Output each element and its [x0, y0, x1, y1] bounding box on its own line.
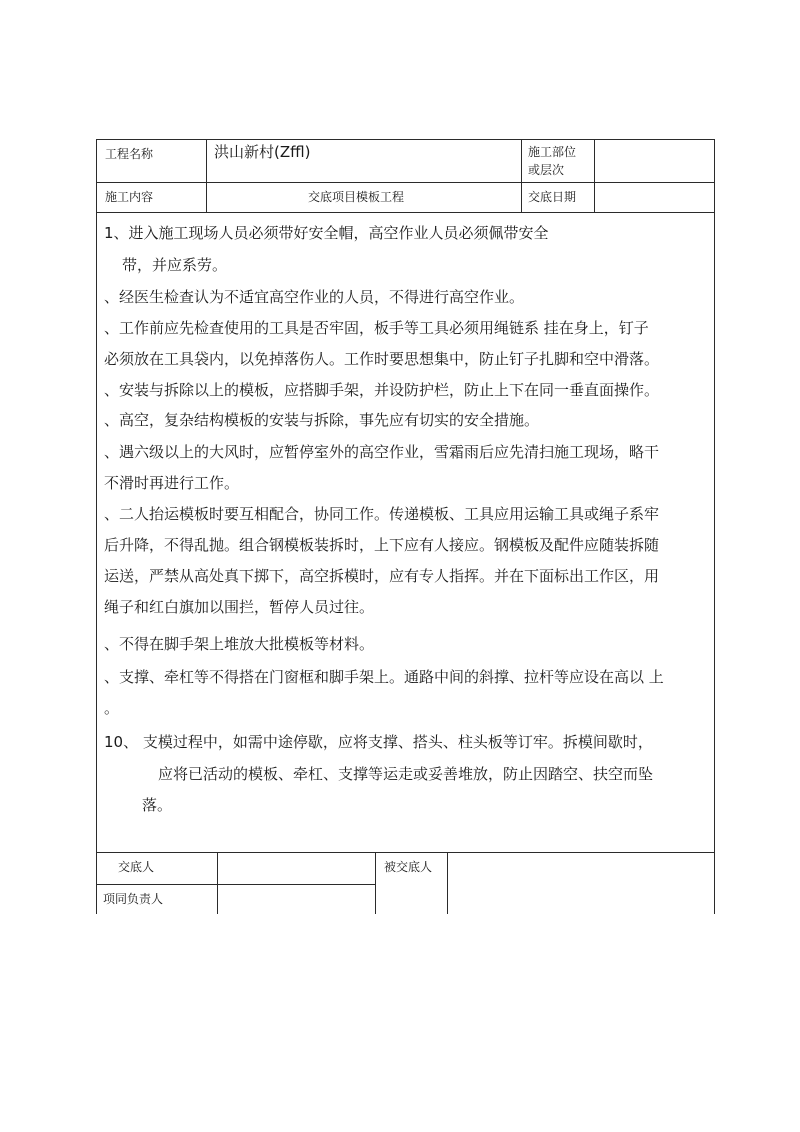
form-border-top: [96, 139, 715, 140]
safety-line-17: 10、 支模过程中，如需中途停歇，应将支撑、搭头、柱头板等订牢。拆模间歇时，: [104, 733, 653, 751]
safety-line-1: 1、进入施工现场人员必须带好安全帽，高空作业人员必须佩带安全: [104, 224, 549, 242]
safety-line-12: 运送，严禁从高处真下掷下，高空拆模时，应有专人指挥。并在下面标出工作区，用: [104, 567, 660, 585]
footer-col-divider-3: [447, 852, 448, 914]
form-border-right: [714, 139, 715, 914]
safety-line-5: 必须放在工具袋内，以免掉落伤人。工作时要思想集中，防止钉子扎脚和空中滑落。: [104, 350, 660, 368]
handover-form: [96, 139, 715, 914]
footer-col-divider-1: [217, 852, 218, 914]
safety-line-15: 、支撑、牵杠等不得搭在门窗框和脚手架上。通路中间的斜撑、拉杆等应设在高以 上: [104, 668, 664, 686]
construction-content-label: 施工内容: [105, 190, 154, 204]
handover-person-label: 交底人: [118, 860, 155, 874]
safety-line-19: 落。: [142, 796, 173, 814]
project-leader-label: 项同负责人: [103, 892, 164, 906]
safety-line-18: 应将已活动的模板、牵杠、支撑等运走或妥善堆放，防止因踏空、扶空而坠: [158, 765, 654, 783]
location-label-line1: 施工部位: [528, 145, 577, 159]
safety-line-7: 、高空，复杂结构模板的安装与拆除，事先应有切实的安全措施。: [104, 411, 540, 429]
header-col-divider-1: [206, 139, 207, 212]
project-name-value: 洪山新村(Zffl): [214, 143, 311, 161]
safety-line-9: 不滑时再进行工作。: [104, 474, 240, 492]
safety-line-14: 、不得在脚手架上堆放大批模板等材料。: [104, 635, 375, 653]
safety-line-3: 、经医生检查认为不适宜高空作业的人员，不得进行高空作业。: [104, 288, 525, 306]
header-row-divider: [96, 182, 715, 183]
footer-col-divider-2: [375, 852, 376, 914]
safety-line-16: 。: [104, 699, 120, 717]
handover-date-label: 交底日期: [528, 190, 577, 204]
footer-row-divider: [96, 884, 376, 885]
safety-line-8: 、遇六级以上的大风时，应暂停室外的高空作业，雪霜雨后应先清扫施工现场，略干: [104, 443, 660, 461]
form-border-left: [96, 139, 97, 914]
safety-line-4: 、工作前应先检查使用的工具是否牢固，板手等工具必须用绳链系 挂在身上，钉子: [104, 319, 649, 337]
location-label-line2: 或层次: [528, 163, 565, 177]
header-col-divider-3: [594, 139, 595, 212]
header-bottom-divider: [96, 212, 715, 213]
header-col-divider-2: [521, 139, 522, 212]
footer-top-divider: [96, 852, 715, 853]
safety-line-11: 后升降，不得乱抛。组合钢模板装拆时，上下应有人接应。钢模板及配件应随装拆随: [104, 536, 660, 554]
safety-line-13: 绳子和红白旗加以围拦，暂停人员过往。: [104, 598, 375, 616]
safety-line-10: 、二人抬运模板时要互相配合，协同工作。传递模板、工具应用运输工具或绳子系牢: [104, 505, 660, 523]
construction-content-value: 交底项目模板工程: [308, 190, 405, 204]
safety-line-6: 、安装与拆除以上的模板，应搭脚手架，并设防护栏，防止上下在同一垂直面操作。: [104, 381, 660, 399]
safety-line-2: 带，并应系劳。: [122, 256, 228, 274]
receiver-label: 被交底人: [384, 860, 433, 874]
project-name-label: 工程名称: [105, 147, 154, 161]
